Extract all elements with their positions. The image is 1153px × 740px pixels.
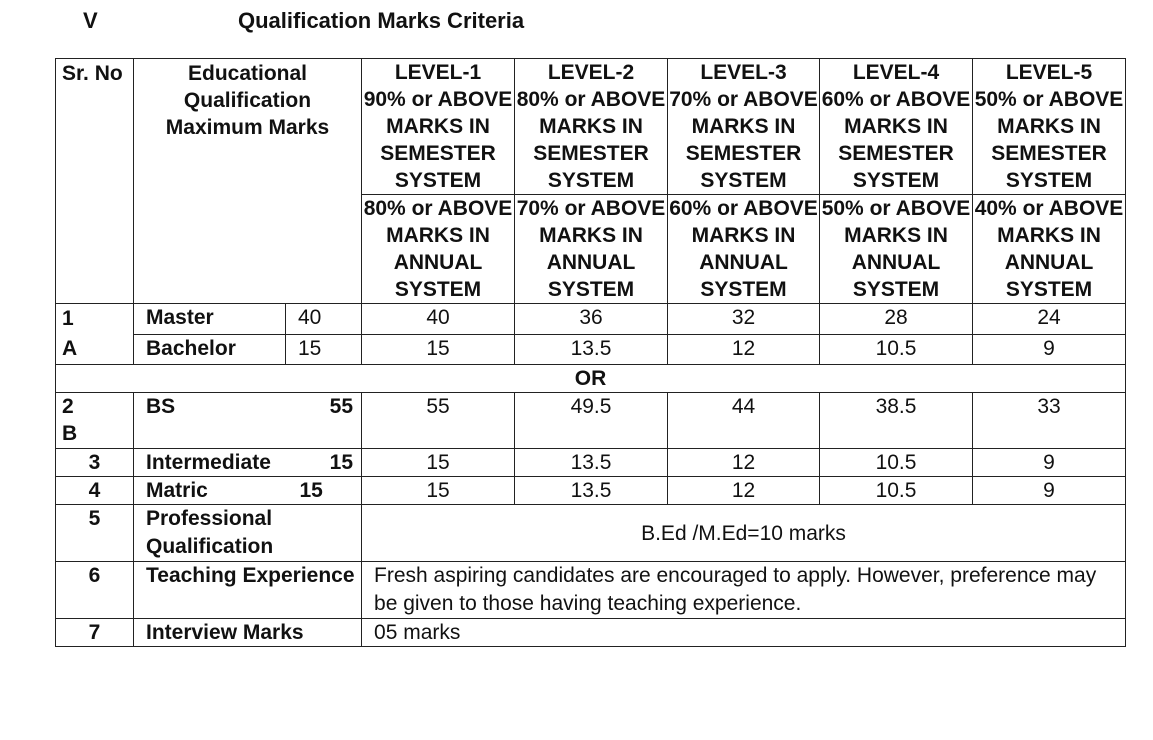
qualification-intermediate: Intermediate (134, 449, 286, 477)
level-4-annual-criteria: 50% or ABOVE MARKS IN ANNUAL SYSTEM (820, 195, 973, 304)
header-level-2 (515, 59, 668, 195)
level-name: LEVEL-4 (852, 61, 940, 84)
qualification-bachelor: Bachelor (134, 334, 286, 365)
sr-no-2b: 2 B (56, 393, 134, 449)
table-row-master (56, 304, 1126, 335)
table-row-interview (56, 619, 1126, 647)
or-separator: OR (56, 365, 1126, 393)
max-marks-master: 40 (286, 304, 362, 335)
level-5-marks: 24 (973, 304, 1126, 335)
header-educational-qualification: Educational Qualification Maximum Marks (134, 59, 362, 304)
teaching-experience-note: Fresh aspiring candidates are encouraged to apply. However, preference may be given to those having teaching experience. (362, 562, 1126, 619)
level-2-marks: 13.5 (515, 334, 668, 365)
level-2-annual-criteria: 70% or ABOVE MARKS IN ANNUAL SYSTEM (515, 195, 668, 304)
table-row-teaching (56, 562, 1126, 619)
qualification-master: Master (134, 304, 286, 335)
level-3-annual-criteria: 60% or ABOVE MARKS IN ANNUAL SYSTEM (668, 195, 820, 304)
qualification-professional: Professional Qualification (134, 505, 362, 562)
sr-no-7: 7 (56, 619, 134, 647)
max-marks-bs: 55 (286, 393, 362, 449)
level-name: LEVEL-1 (394, 61, 482, 84)
table-row-professional (56, 505, 1126, 562)
sr-no-5: 5 (56, 505, 134, 562)
max-marks-intermediate: 15 (286, 449, 362, 477)
header-level-3 (668, 59, 820, 195)
qualification-marks-table (55, 58, 1126, 647)
level-2-marks: 36 (515, 304, 668, 335)
professional-marks-value: B.Ed /M.Ed=10 marks (362, 505, 1126, 562)
level-3-marks: 32 (668, 304, 820, 335)
level-2-marks: 13.5 (515, 477, 668, 505)
page-title: Qualification Marks Criteria (238, 8, 525, 33)
sr-no-6: 6 (56, 562, 134, 619)
level-4-marks: 38.5 (820, 393, 973, 449)
max-marks-bachelor: 15 (286, 334, 362, 365)
level-5-marks: 33 (973, 393, 1126, 449)
interview-marks-value: 05 marks (362, 619, 1126, 647)
level-5-marks: 9 (973, 477, 1126, 505)
table-row-bachelor (56, 334, 1126, 365)
sr-no-4: 4 (56, 477, 134, 505)
level-1-marks: 55 (362, 393, 515, 449)
level-3-marks: 12 (668, 449, 820, 477)
table-row-intermediate (56, 449, 1126, 477)
level-2-marks: 13.5 (515, 449, 668, 477)
qualification-bs: BS (134, 393, 286, 449)
level-4-marks: 28 (820, 304, 973, 335)
level-5-marks: 9 (973, 449, 1126, 477)
section-number: V (83, 8, 98, 33)
qualification-interview: Interview Marks (134, 619, 362, 647)
header-level-5 (973, 59, 1126, 195)
table-row-matric (56, 477, 1126, 505)
level-1-marks: 15 (362, 449, 515, 477)
sr-no-3: 3 (56, 449, 134, 477)
max-marks-matric: 15 (286, 477, 362, 505)
level-3-marks: 12 (668, 334, 820, 365)
table-row-bs (56, 393, 1126, 449)
header-level-4 (820, 59, 973, 195)
level-1-marks: 40 (362, 304, 515, 335)
sr-no-1a: 1 A (56, 304, 134, 365)
qualification-matric: Matric (134, 477, 286, 505)
level-1-marks: 15 (362, 334, 515, 365)
level-name: LEVEL-5 (1005, 61, 1093, 84)
level-5-marks: 9 (973, 334, 1126, 365)
level-name: LEVEL-2 (547, 61, 635, 84)
level-4-marks: 10.5 (820, 449, 973, 477)
level-semester-criteria: 50% or ABOVE MARKS IN SEMESTER SYSTEM (974, 88, 1124, 192)
level-5-annual-criteria: 40% or ABOVE MARKS IN ANNUAL SYSTEM (973, 195, 1126, 304)
level-3-marks: 12 (668, 477, 820, 505)
header-row-semester (56, 59, 1126, 195)
level-1-annual-criteria: 80% or ABOVE MARKS IN ANNUAL SYSTEM (362, 195, 515, 304)
level-name: LEVEL-3 (700, 61, 787, 84)
level-3-marks: 44 (668, 393, 820, 449)
level-4-marks: 10.5 (820, 477, 973, 505)
level-4-marks: 10.5 (820, 334, 973, 365)
header-sr-no: Sr. No (56, 59, 134, 304)
header-level-1 (362, 59, 515, 195)
level-semester-criteria: 70% or ABOVE MARKS IN SEMESTER SYSTEM (669, 88, 818, 192)
level-1-marks: 15 (362, 477, 515, 505)
level-semester-criteria: 90% or ABOVE MARKS IN SEMESTER SYSTEM (363, 88, 513, 192)
qualification-teaching: Teaching Experience (134, 562, 362, 619)
table-row-or (56, 365, 1126, 393)
level-semester-criteria: 80% or ABOVE MARKS IN SEMESTER SYSTEM (516, 88, 666, 192)
level-semester-criteria: 60% or ABOVE MARKS IN SEMESTER SYSTEM (821, 88, 971, 192)
level-2-marks: 49.5 (515, 393, 668, 449)
